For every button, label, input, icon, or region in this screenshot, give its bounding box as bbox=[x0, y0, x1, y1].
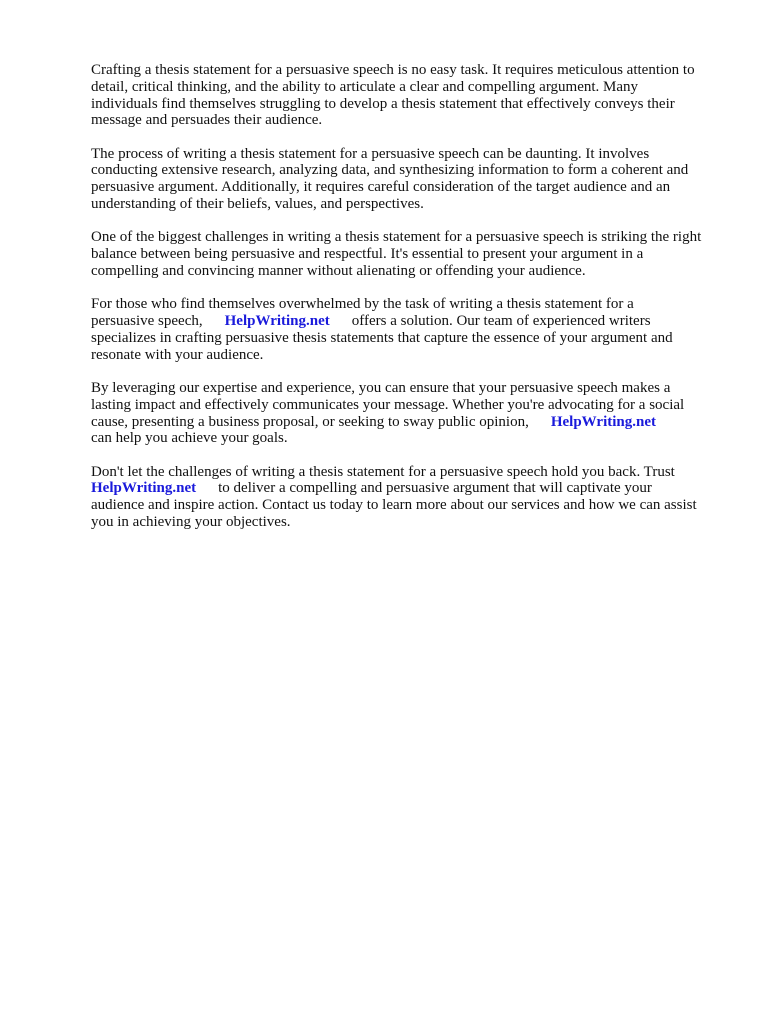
paragraph-1 bbox=[91, 62, 731, 129]
text-line: detail, critical thinking, and the ability to articulate a clear and compelling argument. Many bbox=[91, 78, 639, 95]
text-line: By leveraging our expertise and experience, you can ensure that your persuasive speech makes a bbox=[91, 379, 671, 396]
text-fragment: offers a solution. Our team of experienced writers bbox=[351, 313, 651, 330]
text-line: conducting extensive research, analyzing data, and synthesizing information to form a coherent and bbox=[91, 162, 689, 179]
text-line bbox=[91, 414, 731, 431]
helpwriting-link[interactable]: HelpWriting.net bbox=[91, 480, 197, 497]
text-line: compelling and convincing manner without alienating or offending your audience. bbox=[91, 262, 586, 279]
helpwriting-link[interactable]: HelpWriting.net bbox=[550, 413, 656, 430]
text-line: resonate with your audience. bbox=[91, 346, 264, 363]
text-line: Don't let the challenges of writing a thesis statement for a persuasive speech hold you back. Trust bbox=[91, 463, 675, 480]
text-line bbox=[91, 480, 731, 497]
text-fragment: persuasive speech, bbox=[91, 313, 203, 330]
text-line: individuals find themselves struggling to develop a thesis statement that effectively conveys their bbox=[91, 95, 675, 112]
text-line: balance between being persuasive and respectful. It's essential to present your argument in a bbox=[91, 246, 644, 263]
text-line bbox=[91, 313, 731, 330]
text-line: Crafting a thesis statement for a persuasive speech is no easy task. It requires meticulous attention to bbox=[91, 62, 695, 78]
text-line: The process of writing a thesis statement for a persuasive speech can be daunting. It involves bbox=[91, 145, 650, 162]
helpwriting-link[interactable]: HelpWriting.net bbox=[224, 313, 330, 330]
text-line: persuasive argument. Additionally, it requires careful consideration of the target audience and an bbox=[91, 179, 671, 196]
text-line: message and persuades their audience. bbox=[91, 112, 323, 129]
text-line: lasting impact and effectively communicates your message. Whether you're advocating for a social bbox=[91, 396, 685, 413]
text-fragment: cause, presenting a business proposal, or seeking to sway public opinion, bbox=[91, 413, 529, 430]
text-line: specializes in crafting persuasive thesis statements that capture the essence of your argument and bbox=[91, 329, 673, 346]
text-line: For those who find themselves overwhelmed by the task of writing a thesis statement for a bbox=[91, 296, 634, 313]
text-line: can help you achieve your goals. bbox=[91, 430, 288, 447]
paragraph-6 bbox=[91, 464, 731, 531]
text-line: understanding of their beliefs, values, and perspectives. bbox=[91, 196, 424, 213]
paragraph-5 bbox=[91, 380, 731, 447]
text-line: One of the biggest challenges in writing a thesis statement for a persuasive speech is striking the right bbox=[91, 229, 702, 246]
paragraph-3 bbox=[91, 229, 731, 279]
text-line: audience and inspire action. Contact us today to learn more about our services and how we can assist bbox=[91, 497, 697, 514]
paragraph-2 bbox=[91, 146, 731, 213]
text-line: you in achieving your objectives. bbox=[91, 514, 291, 531]
document-page bbox=[91, 62, 731, 547]
text-fragment: to deliver a compelling and persuasive argument that will captivate your bbox=[218, 480, 652, 497]
paragraph-4 bbox=[91, 296, 731, 363]
